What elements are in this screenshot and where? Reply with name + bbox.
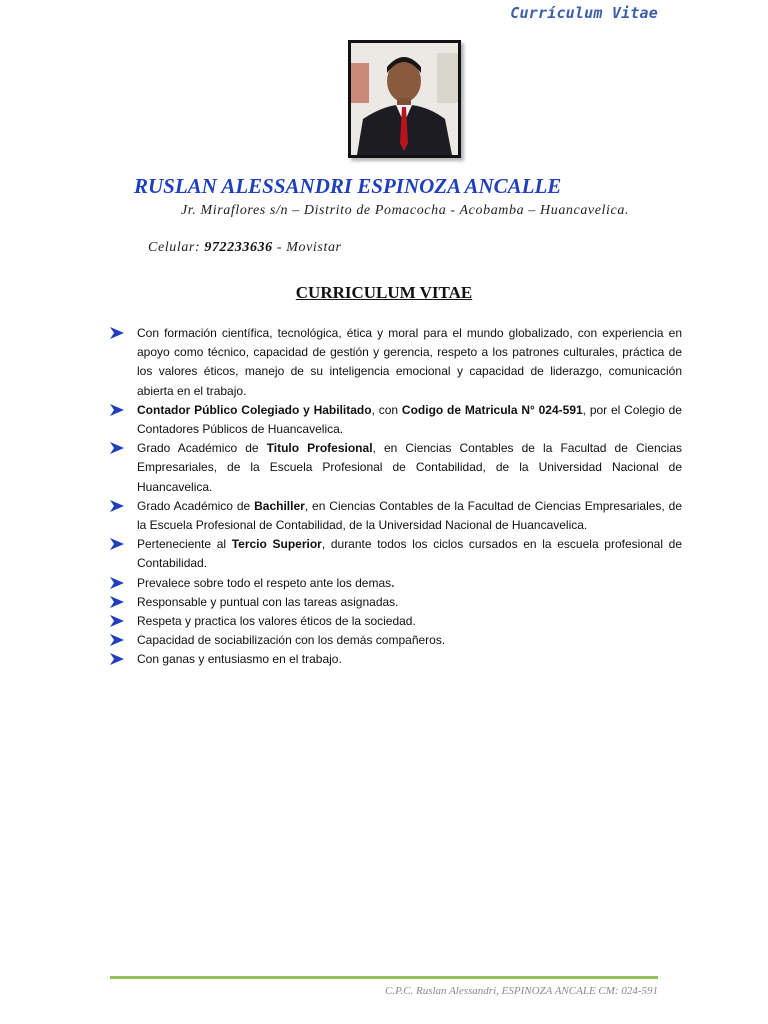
arrow-bullet-icon (110, 615, 124, 627)
list-item (110, 324, 682, 401)
list-item (110, 439, 682, 497)
arrow-bullet-icon (110, 442, 124, 454)
section-title (0, 283, 768, 303)
list-item-bold: Bachiller (254, 498, 305, 513)
list-item (110, 401, 682, 439)
profile-photo (348, 40, 461, 158)
candidate-address: Jr. Miraflores s/n – Distrito de Pomacocha - Acobamba – Huancavelica. (180, 203, 630, 218)
list-item (110, 650, 682, 669)
arrow-bullet-icon (110, 327, 124, 339)
arrow-bullet-icon (110, 634, 124, 646)
list-item-text: Grado Académico de (137, 441, 267, 456)
list-item-text: Respeta y practica los valores éticos de la sociedad. (137, 614, 416, 629)
arrow-bullet-icon (110, 577, 124, 589)
phone-carrier: - Movistar (276, 240, 342, 255)
list-item-text: , en Ciencias Contables de la Facultad de Ciencias Empresariales, de la Escuela Profesional de Contabilidad, de la Universidad Nacional de Huancavelica. (137, 441, 682, 494)
list-item (110, 612, 682, 631)
list-item-text: Perteneciente al (137, 537, 232, 552)
list-item (110, 497, 682, 535)
list-item-text: , por el Colegio de Contadores Públicos de Huancavelica. (137, 402, 682, 437)
list-item (110, 535, 682, 573)
phone-label: Celular: (148, 240, 201, 255)
footer-text: C.P.C. Ruslan Alessandri, ESPINOZA ANCALE CM: 024-591 (385, 985, 658, 997)
profile-photo-image (351, 43, 458, 155)
arrow-bullet-icon (110, 596, 124, 608)
list-item (110, 631, 682, 650)
document-header-title: Currículum Vitae (510, 4, 658, 22)
list-item (110, 574, 682, 593)
list-item (110, 593, 682, 612)
footer-divider (110, 976, 658, 979)
list-item-text: , con (371, 402, 402, 417)
list-item-text: Capacidad de sociabilización con los demás compañeros. (137, 633, 446, 648)
list-item-text: , durante todos los ciclos cursados en la escuela profesional de Contabilidad. (137, 537, 682, 571)
candidate-name: RUSLAN ALESSANDRI ESPINOZA ANCALLE (134, 174, 562, 198)
phone-number: 972233636 (204, 240, 273, 255)
arrow-bullet-icon (110, 500, 124, 512)
list-item-bold: Codigo de Matricula N° 024-591 (401, 402, 583, 417)
list-item-text: Con ganas y entusiasmo en el trabajo. (137, 652, 342, 667)
arrow-bullet-icon (110, 653, 124, 665)
bullet-list (110, 324, 682, 670)
list-item-bold: Titulo Profesional (266, 441, 373, 456)
arrow-bullet-icon (110, 404, 124, 416)
list-item-text: Responsable y puntual con las tareas asignadas. (137, 594, 399, 609)
candidate-phone (148, 240, 342, 256)
list-item-bold: Tercio Superior (231, 537, 322, 552)
list-item-text: , en Ciencias Contables de la Facultad de Ciencias Empresariales, de la Escuela Profesional de Contabilidad, de la Universidad Nacional de Huancavelica. (137, 498, 683, 533)
arrow-bullet-icon (110, 538, 124, 550)
list-item-text: Prevalece sobre todo el respeto ante los demas (137, 575, 392, 590)
section-title-text: CURRICULUM VITAE (295, 283, 473, 302)
list-item-dot: . (391, 575, 395, 590)
list-item-text: Con formación científica, tecnológica, ética y moral para el mundo globalizado, con experiencia en apoyo como técnico, capacidad de gestión y gerencia, respeto a los patrones culturales, práctica de los valores éticos, manejo de su inteligencia emocional y capacidad de liderazgo, comunicación abierta en el trabajo. (137, 326, 682, 398)
profile-summary (110, 324, 682, 670)
list-item-bold: Contador Público Colegiado y Habilitado (137, 402, 372, 417)
list-item-text: Grado Académico de (137, 498, 255, 513)
